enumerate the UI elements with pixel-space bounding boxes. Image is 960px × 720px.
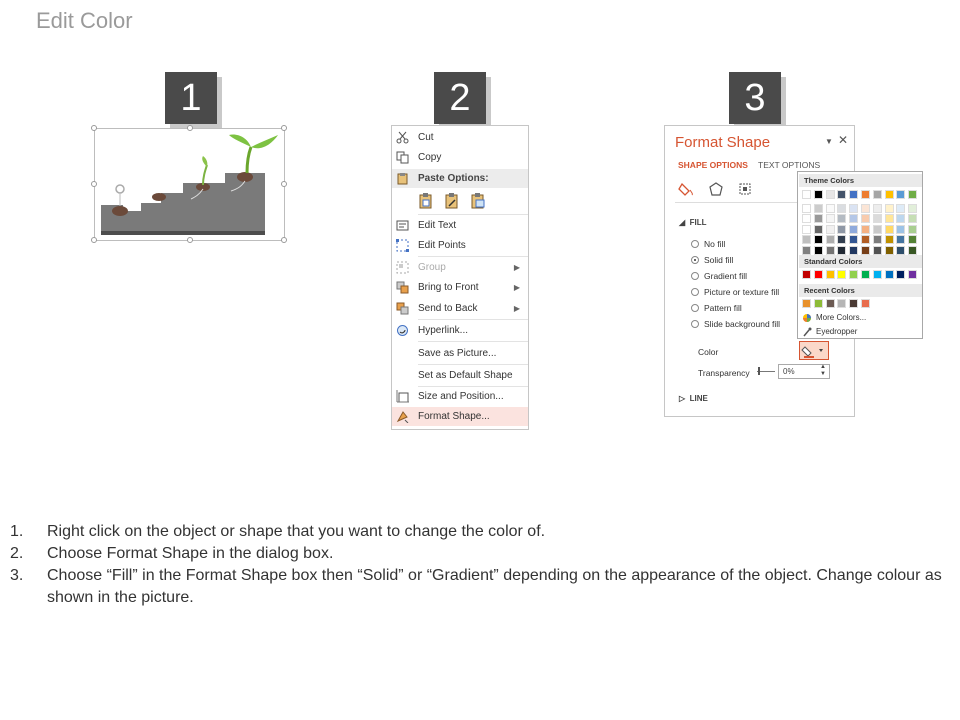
recent-color-swatch[interactable] [837,299,846,308]
growth-steps-illustration[interactable] [95,129,286,242]
group-icon [396,261,409,274]
standard-colors-header: Standard Colors [799,255,922,268]
more-colors-link[interactable]: More Colors... [816,313,867,322]
theme-color-swatch[interactable] [908,235,917,244]
theme-color-swatch[interactable] [885,235,894,244]
menu-item-label: Format Shape... [418,411,490,422]
theme-color-swatch[interactable] [861,214,870,223]
menu-item-send-to-back[interactable] [392,299,528,318]
theme-color-swatch[interactable] [908,190,917,199]
theme-color-swatch[interactable] [885,214,894,223]
theme-color-swatch[interactable] [826,214,835,223]
list-number: 1. [10,523,24,540]
menu-item-save-as-picture[interactable] [392,344,528,363]
fill-section-header[interactable]: ◢ FILL [679,218,707,227]
list-item [10,543,950,565]
radio-label: Pattern fill [704,303,742,313]
theme-color-swatch[interactable] [826,190,835,199]
theme-color-swatch[interactable] [837,225,846,234]
paint-bucket-icon [800,342,828,359]
standard-color-swatch[interactable] [896,270,905,279]
resize-handle[interactable] [91,125,97,131]
submenu-arrow-icon: ▶ [513,304,520,313]
theme-color-swatch[interactable] [826,225,835,234]
resize-handle[interactable] [281,181,287,187]
pane-title: Format Shape [675,134,771,151]
fill-color-button[interactable] [799,341,829,360]
theme-color-swatch[interactable] [885,246,894,255]
menu-item-label: Save as Picture... [418,348,497,359]
theme-color-swatch[interactable] [873,225,882,234]
theme-color-swatch[interactable] [908,246,917,255]
theme-color-swatch[interactable] [885,225,894,234]
theme-color-swatch[interactable] [814,225,823,234]
theme-color-swatch[interactable] [802,235,811,244]
theme-color-swatch[interactable] [802,214,811,223]
instructions-list [10,521,950,609]
theme-color-swatch[interactable] [826,204,835,213]
line-header-label: LINE [689,394,708,403]
theme-color-swatch[interactable] [849,246,858,255]
step-badge-1: 1 [165,72,217,124]
radio-label: Slide background fill [704,319,781,329]
edit-text-icon [396,219,409,232]
theme-color-swatch[interactable] [885,204,894,213]
theme-color-swatch[interactable] [896,225,905,234]
menu-item-label: Send to Back [418,303,478,314]
recent-colors-header: Recent Colors [799,284,922,297]
step-badge-3: 3 [729,72,781,124]
theme-color-swatch[interactable] [837,246,846,255]
theme-color-swatch[interactable] [802,246,811,255]
theme-color-swatch[interactable] [908,225,917,234]
radio-slide-background-fill[interactable] [691,320,699,328]
menu-item-label: Size and Position... [418,391,504,402]
theme-color-swatch[interactable] [849,190,858,199]
menu-item-label: Bring to Front [418,282,479,293]
paste-icon [396,172,409,185]
standard-color-swatch[interactable] [873,270,882,279]
theme-color-swatch[interactable] [814,214,823,223]
spinner-arrows-icon[interactable]: ▲ ▼ [820,364,826,377]
transparency-input[interactable] [778,364,830,379]
radio-gradient-fill[interactable] [691,272,699,280]
line-section-header[interactable]: ▷ LINE [679,394,708,403]
theme-color-swatch[interactable] [802,225,811,234]
radio-label: Picture or texture fill [704,287,780,297]
hyperlink-icon [396,324,409,337]
size-properties-icon[interactable] [737,181,753,197]
menu-item-label: Set as Default Shape [418,370,513,381]
theme-color-swatch[interactable] [802,204,811,213]
slide-title: Edit Color [36,8,133,33]
theme-color-swatch[interactable] [814,190,823,199]
menu-item-edit-points[interactable] [392,236,528,255]
resize-handle[interactable] [187,237,193,243]
tab-shape-options[interactable]: SHAPE OPTIONS [678,160,748,170]
menu-item-hyperlink[interactable] [392,321,528,340]
theme-color-swatch[interactable] [814,246,823,255]
paste-options-header [392,169,528,188]
menu-item-label: Group [418,262,446,273]
list-number: 2. [10,545,24,562]
pane-options-dropdown-icon[interactable]: ▼ [825,137,833,146]
recent-color-swatch[interactable] [814,299,823,308]
recent-color-swatch[interactable] [826,299,835,308]
theme-color-swatch[interactable] [908,214,917,223]
theme-color-swatch[interactable] [908,204,917,213]
context-menu [391,125,529,430]
theme-color-swatch[interactable] [837,190,846,199]
theme-color-swatch[interactable] [849,235,858,244]
color-picker-popup [797,171,923,339]
recent-color-swatch[interactable] [849,299,858,308]
eyedropper-icon [802,327,812,337]
theme-color-swatch[interactable] [873,204,882,213]
recent-color-swatch[interactable] [861,299,870,308]
theme-color-swatch[interactable] [861,190,870,199]
list-text: Choose “Fill” in the Format Shape box then “Solid” or “Gradient” depending on the appearance of the object. Change colour as shown in the picture. [47,567,942,606]
radio-picture-fill[interactable] [691,288,699,296]
recent-color-swatch[interactable] [802,299,811,308]
radio-label: Solid fill [704,255,734,265]
theme-color-swatch[interactable] [896,246,905,255]
paste-options-buttons [418,192,490,212]
resize-handle[interactable] [91,237,97,243]
standard-color-swatch[interactable] [885,270,894,279]
resize-handle[interactable] [281,237,287,243]
list-text: Choose Format Shape in the dialog box. [47,545,334,562]
theme-color-swatch[interactable] [849,204,858,213]
list-number: 3. [10,567,24,584]
theme-color-swatch[interactable] [896,214,905,223]
theme-color-swatch[interactable] [814,235,823,244]
menu-item-label: Edit Text [418,220,457,231]
theme-color-swatch[interactable] [873,235,882,244]
resize-handle[interactable] [91,181,97,187]
theme-color-swatch[interactable] [873,190,882,199]
format-shape-icon [396,410,409,423]
radio-label: No fill [704,239,726,249]
list-item [10,565,950,609]
menu-item-label: Paste Options: [418,173,489,184]
size-position-icon [396,390,409,403]
theme-color-swatch[interactable] [896,235,905,244]
theme-color-swatch[interactable] [849,214,858,223]
tab-text-options[interactable]: TEXT OPTIONS [758,160,821,170]
theme-color-swatch[interactable] [802,190,811,199]
standard-color-swatch[interactable] [826,270,835,279]
theme-color-swatch[interactable] [873,214,882,223]
menu-item-copy[interactable] [392,148,528,167]
theme-color-swatch[interactable] [826,235,835,244]
radio-label: Gradient fill [704,271,747,281]
list-item [10,521,950,543]
selected-shape-frame[interactable] [94,128,285,241]
paste-keep-formatting-icon[interactable] [418,192,434,210]
menu-item-set-default-shape[interactable] [392,366,528,385]
theme-color-swatch[interactable] [885,190,894,199]
resize-handle[interactable] [281,125,287,131]
theme-color-swatch[interactable] [814,204,823,213]
standard-color-swatch[interactable] [837,270,846,279]
standard-color-swatch[interactable] [802,270,811,279]
close-icon[interactable]: ✕ [838,133,849,147]
effects-icon[interactable] [708,181,724,197]
theme-color-swatch[interactable] [861,235,870,244]
paste-destination-theme-icon[interactable] [444,192,460,210]
standard-color-swatch[interactable] [861,270,870,279]
transparency-value: 0% [783,367,795,376]
paste-picture-icon[interactable] [470,192,486,210]
copy-icon [396,151,409,164]
theme-color-swatch[interactable] [896,190,905,199]
radio-solid-fill[interactable] [691,256,699,264]
color-wheel-icon [802,313,812,323]
theme-color-swatch[interactable] [861,204,870,213]
theme-color-swatch[interactable] [861,246,870,255]
menu-item-size-and-position[interactable] [392,387,528,406]
scissors-icon [396,131,409,144]
radio-no-fill[interactable] [691,240,699,248]
menu-item-bring-to-front[interactable] [392,278,528,297]
standard-color-swatch[interactable] [814,270,823,279]
menu-item-label: Hyperlink... [418,325,469,336]
bring-front-icon [396,281,409,294]
radio-pattern-fill[interactable] [691,304,699,312]
theme-color-swatch[interactable] [837,235,846,244]
theme-colors-header: Theme Colors [799,174,922,187]
eyedropper-link[interactable]: Eyedropper [816,327,858,336]
color-label: Color [698,347,719,357]
step-badge-2: 2 [434,72,486,124]
theme-color-swatch[interactable] [837,214,846,223]
submenu-arrow-icon: ▶ [513,263,520,272]
list-text: Right click on the object or shape that you want to change the color of. [47,523,546,540]
send-back-icon [396,302,409,315]
submenu-arrow-icon: ▶ [513,283,520,292]
theme-color-swatch[interactable] [837,204,846,213]
transparency-slider-thumb[interactable] [758,367,760,375]
theme-color-swatch[interactable] [861,225,870,234]
menu-item-label: Edit Points [418,240,466,251]
transparency-label: Transparency [698,368,750,378]
menu-item-format-shape[interactable] [392,407,528,426]
edit-points-icon [396,239,409,252]
theme-color-swatch[interactable] [896,204,905,213]
standard-color-swatch[interactable] [908,270,917,279]
menu-item-label: Copy [418,152,442,163]
theme-color-swatch[interactable] [873,246,882,255]
menu-item-edit-text[interactable] [392,216,528,235]
menu-item-cut[interactable] [392,128,528,147]
theme-color-swatch[interactable] [849,225,858,234]
resize-handle[interactable] [187,125,193,131]
menu-item-group[interactable] [392,258,528,277]
theme-color-swatch[interactable] [826,246,835,255]
standard-color-swatch[interactable] [849,270,858,279]
menu-item-label: Cut [418,132,434,143]
fill-header-label: FILL [689,218,707,227]
fill-line-icon[interactable] [678,181,696,197]
